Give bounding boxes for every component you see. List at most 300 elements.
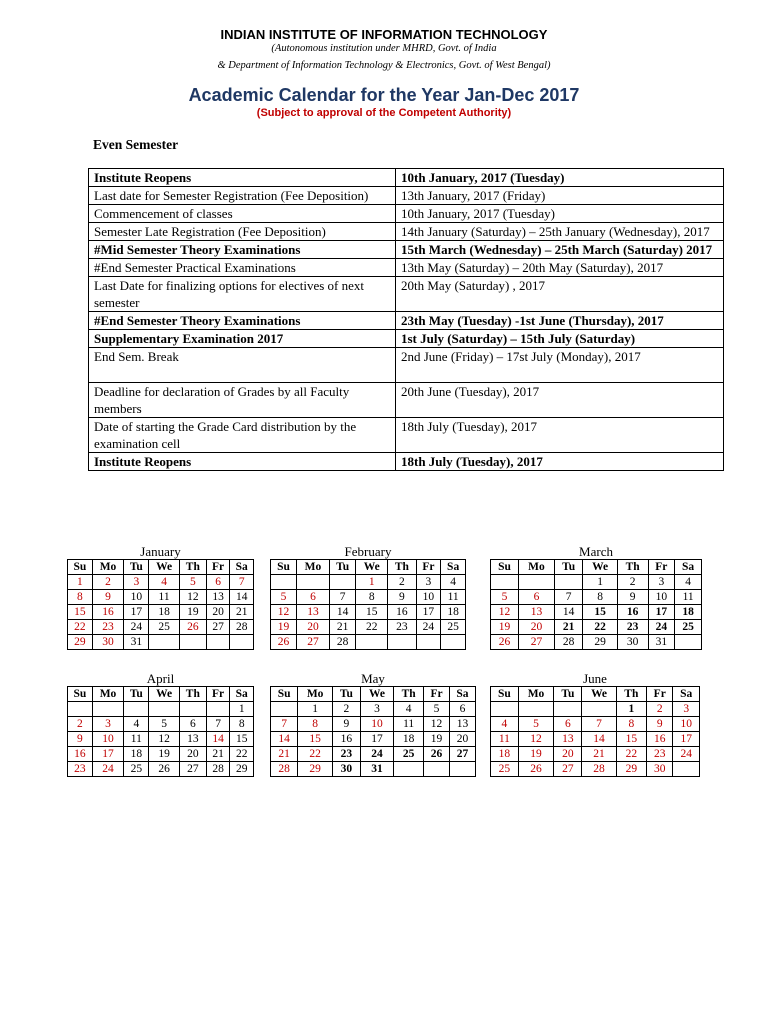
calendar-day: 5 xyxy=(424,702,450,717)
calendar-day: 2 xyxy=(617,575,648,590)
calendar-day: 6 xyxy=(449,702,475,717)
calendar-day: 11 xyxy=(491,732,519,747)
weekday-header: Tu xyxy=(124,687,149,702)
calendar-day: 19 xyxy=(518,747,553,762)
calendar-day: 25 xyxy=(441,620,466,635)
calendar-day: 24 xyxy=(416,620,441,635)
table-row xyxy=(89,312,724,330)
calendar-day: 22 xyxy=(356,620,388,635)
calendar-day: 26 xyxy=(424,747,450,762)
calendar-day: 5 xyxy=(491,590,519,605)
calendar-day xyxy=(441,635,466,650)
calendar-day: 7 xyxy=(271,717,298,732)
calendar-day: 25 xyxy=(491,762,519,777)
table-row xyxy=(89,187,724,205)
calendar-day: 1 xyxy=(356,575,388,590)
calendar-day: 24 xyxy=(648,620,675,635)
event-date: 13th May (Saturday) – 20th May (Saturday), 2017 xyxy=(396,259,724,277)
calendar-day: 16 xyxy=(92,605,124,620)
calendar-day: 28 xyxy=(271,762,298,777)
weekday-header: Fr xyxy=(647,687,673,702)
weekday-header: Sa xyxy=(675,560,702,575)
event-date: 18th July (Tuesday), 2017 xyxy=(396,418,724,453)
calendar-day: 20 xyxy=(179,747,206,762)
weekday-header: Fr xyxy=(206,687,230,702)
calendar-day: 15 xyxy=(356,605,388,620)
calendar-day: 27 xyxy=(296,635,329,650)
weekday-header: Tu xyxy=(124,560,149,575)
calendar-day: 6 xyxy=(179,717,206,732)
calendar-day: 26 xyxy=(149,762,179,777)
calendar-day xyxy=(230,635,254,650)
weekday-header: Th xyxy=(179,687,206,702)
calendar-day: 28 xyxy=(230,620,254,635)
weekday-header: Th xyxy=(179,560,206,575)
table-row xyxy=(89,453,724,471)
calendar-day: 18 xyxy=(675,605,702,620)
calendar-day: 15 xyxy=(298,732,333,747)
calendar-day: 4 xyxy=(149,575,179,590)
calendar-day: 17 xyxy=(92,747,124,762)
calendar-day: 3 xyxy=(360,702,394,717)
weekday-header: Th xyxy=(388,560,416,575)
calendar-day: 27 xyxy=(554,762,582,777)
table-row xyxy=(89,330,724,348)
calendar-day xyxy=(179,635,206,650)
approval-note: (Subject to approval of the Competent Authority) xyxy=(256,107,512,119)
calendar-day: 13 xyxy=(519,605,555,620)
calendar-day: 4 xyxy=(124,717,149,732)
calendar-march xyxy=(490,544,702,650)
month-name: February xyxy=(344,544,392,559)
weekday-header: Tu xyxy=(333,687,361,702)
event-date: 15th March (Wednesday) – 25th March (Saturday) 2017 xyxy=(396,241,724,259)
calendar-day: 10 xyxy=(648,590,675,605)
calendar-day: 29 xyxy=(68,635,93,650)
event-name: Supplementary Examination 2017 xyxy=(89,330,396,348)
calendar-day: 7 xyxy=(554,590,582,605)
calendar-day: 14 xyxy=(230,590,254,605)
calendar-day: 1 xyxy=(616,702,646,717)
table-row xyxy=(89,348,724,383)
event-name: Deadline for declaration of Grades by all Faculty members xyxy=(89,383,396,418)
weekday-header: Sa xyxy=(449,687,475,702)
calendar-day: 10 xyxy=(416,590,441,605)
calendar-day: 4 xyxy=(441,575,466,590)
calendar-day: 21 xyxy=(330,620,356,635)
calendar-day: 14 xyxy=(582,732,616,747)
calendar-day: 27 xyxy=(449,747,475,762)
calendar-day: 17 xyxy=(673,732,700,747)
calendar-day: 14 xyxy=(206,732,230,747)
calendar-day: 29 xyxy=(298,762,333,777)
weekday-header: We xyxy=(356,560,388,575)
event-date: 10th January, 2017 (Tuesday) xyxy=(396,205,724,223)
event-name: Institute Reopens xyxy=(89,453,396,471)
calendar-day: 3 xyxy=(673,702,700,717)
event-date: 20th May (Saturday) , 2017 xyxy=(396,277,724,312)
calendar-day: 1 xyxy=(298,702,333,717)
table-row xyxy=(89,241,724,259)
calendar-day: 24 xyxy=(92,762,124,777)
calendar-day: 14 xyxy=(554,605,582,620)
calendar-day: 2 xyxy=(68,717,93,732)
calendar-day: 28 xyxy=(206,762,230,777)
calendar-day xyxy=(179,702,206,717)
calendar-day: 8 xyxy=(616,717,646,732)
weekday-header: Mo xyxy=(296,560,329,575)
event-date: 1st July (Saturday) – 15th July (Saturday) xyxy=(396,330,724,348)
calendar-day: 29 xyxy=(583,635,618,650)
calendar-day xyxy=(416,635,441,650)
calendar-day: 15 xyxy=(68,605,93,620)
calendar-day: 7 xyxy=(230,575,254,590)
table-row xyxy=(89,259,724,277)
calendar-day: 9 xyxy=(617,590,648,605)
weekday-header: Th xyxy=(394,687,424,702)
event-name: End Sem. Break xyxy=(89,348,396,383)
calendar-day: 13 xyxy=(206,590,230,605)
weekday-header: Fr xyxy=(416,560,441,575)
calendar-day: 14 xyxy=(330,605,356,620)
month-grid xyxy=(270,686,476,777)
calendar-day: 26 xyxy=(491,635,519,650)
calendar-day xyxy=(675,635,702,650)
calendar-day: 25 xyxy=(149,620,179,635)
calendar-day xyxy=(673,762,700,777)
event-name: Date of starting the Grade Card distribution by the examination cell xyxy=(89,418,396,453)
calendar-day: 16 xyxy=(647,732,673,747)
event-date: 10th January, 2017 (Tuesday) xyxy=(396,169,724,187)
calendar-january xyxy=(67,544,254,650)
calendar-day: 20 xyxy=(296,620,329,635)
calendar-day: 17 xyxy=(416,605,441,620)
event-date: 13th January, 2017 (Friday) xyxy=(396,187,724,205)
calendar-day xyxy=(92,702,124,717)
calendar-day: 1 xyxy=(230,702,254,717)
calendar-day: 12 xyxy=(271,605,297,620)
event-name: #End Semester Practical Examinations xyxy=(89,259,396,277)
calendar-day: 18 xyxy=(124,747,149,762)
calendar-day: 4 xyxy=(394,702,424,717)
calendar-day: 21 xyxy=(554,620,582,635)
semester-heading: Even Semester xyxy=(93,137,179,152)
calendar-day: 20 xyxy=(206,605,230,620)
weekday-header: Sa xyxy=(673,687,700,702)
weekday-header: We xyxy=(582,687,616,702)
weekday-header: Su xyxy=(68,687,93,702)
weekday-header: Mo xyxy=(298,687,333,702)
calendar-day xyxy=(271,702,298,717)
weekday-header: Su xyxy=(68,560,93,575)
weekday-header: We xyxy=(583,560,618,575)
calendar-day xyxy=(582,702,616,717)
calendar-day: 8 xyxy=(230,717,254,732)
calendar-day: 8 xyxy=(583,590,618,605)
calendar-day xyxy=(68,702,93,717)
table-row xyxy=(89,205,724,223)
calendar-day: 13 xyxy=(449,717,475,732)
weekday-header: Fr xyxy=(206,560,230,575)
calendar-day: 22 xyxy=(230,747,254,762)
calendar-day: 16 xyxy=(617,605,648,620)
calendar-day xyxy=(519,575,555,590)
calendar-day: 26 xyxy=(179,620,206,635)
calendar-day: 22 xyxy=(616,747,646,762)
calendar-day: 1 xyxy=(68,575,93,590)
calendar-day: 12 xyxy=(149,732,179,747)
weekday-header: Tu xyxy=(330,560,356,575)
calendar-day: 16 xyxy=(68,747,93,762)
calendar-day xyxy=(388,635,416,650)
calendar-day: 3 xyxy=(92,717,124,732)
page-title: Academic Calendar for the Year Jan-Dec 2017 xyxy=(188,85,580,105)
calendar-day: 15 xyxy=(230,732,254,747)
calendar-day xyxy=(554,575,582,590)
calendar-day: 12 xyxy=(491,605,519,620)
calendar-day: 12 xyxy=(179,590,206,605)
calendar-day: 17 xyxy=(124,605,149,620)
event-name: Semester Late Registration (Fee Deposition) xyxy=(89,223,396,241)
calendar-day: 6 xyxy=(554,717,582,732)
calendar-day: 5 xyxy=(179,575,206,590)
table-row xyxy=(89,383,724,418)
calendar-day: 18 xyxy=(394,732,424,747)
weekday-header: Sa xyxy=(230,687,254,702)
weekday-header: Mo xyxy=(519,560,555,575)
calendar-may xyxy=(270,671,476,777)
calendar-day: 4 xyxy=(491,717,519,732)
calendar-day: 25 xyxy=(394,747,424,762)
calendar-day: 24 xyxy=(673,747,700,762)
calendar-day: 2 xyxy=(647,702,673,717)
calendar-day xyxy=(149,702,179,717)
calendar-day: 6 xyxy=(296,590,329,605)
calendar-day: 23 xyxy=(388,620,416,635)
month-grid xyxy=(490,686,700,777)
calendar-day: 30 xyxy=(92,635,124,650)
event-name: Last date for Semester Registration (Fee Deposition) xyxy=(89,187,396,205)
calendar-day: 21 xyxy=(206,747,230,762)
calendar-day: 5 xyxy=(149,717,179,732)
calendar-day: 27 xyxy=(179,762,206,777)
calendar-day: 2 xyxy=(388,575,416,590)
calendar-day: 21 xyxy=(230,605,254,620)
calendar-day: 3 xyxy=(124,575,149,590)
calendar-day: 19 xyxy=(149,747,179,762)
calendar-day: 8 xyxy=(356,590,388,605)
event-date: 18th July (Tuesday), 2017 xyxy=(396,453,724,471)
calendar-day: 18 xyxy=(441,605,466,620)
calendar-day: 9 xyxy=(647,717,673,732)
event-name: Commencement of classes xyxy=(89,205,396,223)
month-name: January xyxy=(140,544,181,559)
calendar-day: 19 xyxy=(271,620,297,635)
calendar-day: 25 xyxy=(675,620,702,635)
calendar-day: 10 xyxy=(673,717,700,732)
calendar-day: 13 xyxy=(296,605,329,620)
weekday-header: Su xyxy=(491,560,519,575)
weekday-header: Su xyxy=(271,560,297,575)
calendar-day: 2 xyxy=(333,702,361,717)
calendar-day: 7 xyxy=(582,717,616,732)
calendar-day: 21 xyxy=(271,747,298,762)
weekday-header: Mo xyxy=(518,687,553,702)
calendar-day: 24 xyxy=(360,747,394,762)
event-name: #End Semester Theory Examinations xyxy=(89,312,396,330)
weekday-header: Th xyxy=(617,560,648,575)
weekday-header: Mo xyxy=(92,560,124,575)
calendar-day: 11 xyxy=(149,590,179,605)
calendar-day: 13 xyxy=(554,732,582,747)
calendar-day: 11 xyxy=(394,717,424,732)
month-grid xyxy=(270,559,466,650)
event-name: #Mid Semester Theory Examinations xyxy=(89,241,396,259)
calendar-day: 24 xyxy=(124,620,149,635)
calendar-day xyxy=(491,575,519,590)
event-name: Institute Reopens xyxy=(89,169,396,187)
calendar-day: 18 xyxy=(491,747,519,762)
calendar-june xyxy=(490,671,700,777)
calendar-day: 12 xyxy=(518,732,553,747)
month-name: April xyxy=(146,671,175,686)
calendar-day: 19 xyxy=(424,732,450,747)
month-grid xyxy=(490,559,702,650)
calendar-day: 16 xyxy=(333,732,361,747)
calendar-day: 5 xyxy=(518,717,553,732)
calendar-day: 28 xyxy=(582,762,616,777)
event-date: 20th June (Tuesday), 2017 xyxy=(396,383,724,418)
calendar-day: 11 xyxy=(441,590,466,605)
calendar-day: 23 xyxy=(647,747,673,762)
calendar-day: 30 xyxy=(333,762,361,777)
calendar-day: 15 xyxy=(616,732,646,747)
calendar-day: 29 xyxy=(230,762,254,777)
calendar-day: 31 xyxy=(648,635,675,650)
calendar-day xyxy=(554,702,582,717)
table-row xyxy=(89,277,724,312)
calendar-day xyxy=(206,702,230,717)
calendar-day: 26 xyxy=(518,762,553,777)
calendar-day: 11 xyxy=(675,590,702,605)
calendar-day: 3 xyxy=(648,575,675,590)
calendar-day: 21 xyxy=(582,747,616,762)
calendar-day: 17 xyxy=(648,605,675,620)
weekday-header: Sa xyxy=(230,560,254,575)
weekday-header: Sa xyxy=(441,560,466,575)
calendar-day: 11 xyxy=(124,732,149,747)
calendar-day: 15 xyxy=(583,605,618,620)
calendar-april xyxy=(67,671,254,777)
calendar-day: 2 xyxy=(92,575,124,590)
weekday-header: Tu xyxy=(554,560,582,575)
table-row xyxy=(89,418,724,453)
weekday-header: Su xyxy=(271,687,298,702)
calendar-day: 22 xyxy=(68,620,93,635)
calendar-day: 18 xyxy=(149,605,179,620)
calendar-day: 20 xyxy=(449,732,475,747)
calendar-day: 9 xyxy=(333,717,361,732)
calendar-day: 12 xyxy=(424,717,450,732)
calendar-day xyxy=(394,762,424,777)
event-date: 14th January (Saturday) – 25th January (Wednesday), 2017 xyxy=(396,223,724,241)
calendar-day: 27 xyxy=(206,620,230,635)
calendar-day: 8 xyxy=(298,717,333,732)
calendar-day: 3 xyxy=(416,575,441,590)
calendar-day: 31 xyxy=(360,762,394,777)
calendar-day: 20 xyxy=(554,747,582,762)
calendar-day: 10 xyxy=(92,732,124,747)
calendar-february xyxy=(270,544,466,650)
table-row xyxy=(89,223,724,241)
calendar-day: 9 xyxy=(388,590,416,605)
calendar-day xyxy=(206,635,230,650)
weekday-header: Fr xyxy=(648,560,675,575)
month-name: March xyxy=(579,544,613,559)
calendar-day: 8 xyxy=(68,590,93,605)
calendar-day: 10 xyxy=(360,717,394,732)
calendar-day: 14 xyxy=(271,732,298,747)
weekday-header: We xyxy=(149,560,179,575)
calendar-day xyxy=(296,575,329,590)
month-name: May xyxy=(361,671,385,686)
calendar-day: 19 xyxy=(179,605,206,620)
calendar-day: 10 xyxy=(124,590,149,605)
calendar-day: 27 xyxy=(519,635,555,650)
institute-name: INDIAN INSTITUTE OF INFORMATION TECHNOLOGY xyxy=(220,27,548,42)
weekday-header: Tu xyxy=(554,687,582,702)
calendar-day: 20 xyxy=(519,620,555,635)
calendar-day xyxy=(124,702,149,717)
event-name: Last Date for finalizing options for electives of next semester xyxy=(89,277,396,312)
table-row xyxy=(89,169,724,187)
calendar-day: 26 xyxy=(271,635,297,650)
calendar-day: 23 xyxy=(92,620,124,635)
calendar-day: 22 xyxy=(583,620,618,635)
calendar-day xyxy=(449,762,475,777)
calendar-day: 9 xyxy=(92,590,124,605)
month-grid xyxy=(67,559,254,650)
event-date: 23th May (Tuesday) -1st June (Thursday), 2017 xyxy=(396,312,724,330)
calendar-day: 28 xyxy=(554,635,582,650)
calendar-day: 1 xyxy=(583,575,618,590)
calendar-day xyxy=(424,762,450,777)
calendar-day: 7 xyxy=(206,717,230,732)
calendar-day: 4 xyxy=(675,575,702,590)
calendar-day xyxy=(271,575,297,590)
calendar-day: 16 xyxy=(388,605,416,620)
institute-subtitle-2: & Department of Information Technology & Electronics, Govt. of West Bengal) xyxy=(217,60,551,71)
calendar-day: 30 xyxy=(647,762,673,777)
calendar-day xyxy=(330,575,356,590)
event-date: 2nd June (Friday) – 17st July (Monday), 2017 xyxy=(396,348,724,383)
calendar-day: 25 xyxy=(124,762,149,777)
calendar-day xyxy=(491,702,519,717)
calendar-day: 23 xyxy=(68,762,93,777)
calendar-day: 6 xyxy=(206,575,230,590)
calendar-day: 17 xyxy=(360,732,394,747)
calendar-day xyxy=(149,635,179,650)
institute-subtitle-1: (Autonomous institution under MHRD, Govt. of India xyxy=(271,43,497,54)
calendar-day: 31 xyxy=(124,635,149,650)
calendar-day: 7 xyxy=(330,590,356,605)
weekday-header: We xyxy=(149,687,179,702)
calendar-day xyxy=(518,702,553,717)
weekday-header: Mo xyxy=(92,687,124,702)
calendar-day: 28 xyxy=(330,635,356,650)
weekday-header: Th xyxy=(616,687,646,702)
month-name: June xyxy=(583,671,607,686)
